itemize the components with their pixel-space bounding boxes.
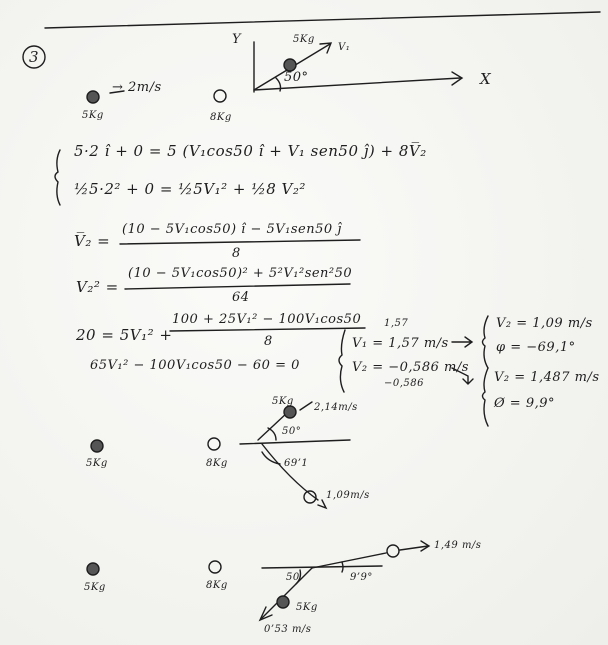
- eq-energy: ½5·2² + 0 = ½5V₁² + ½8 V₂²: [74, 180, 306, 198]
- case2-bottom-mass: 5Kg: [296, 602, 318, 613]
- case1-angle-top: 50°: [282, 426, 302, 437]
- v2sq-numerator: (10 − 5V₁cos50)² + 5²V₁²sen²50: [128, 266, 353, 281]
- v2sq-lhs: V₂² =: [76, 278, 119, 296]
- top-mass-label: 5Kg: [293, 34, 315, 45]
- result-b-v2: V₂ = 1,487 m/s: [494, 370, 600, 385]
- angle-50-label: 50°: [284, 70, 309, 85]
- case2-ball-right: [387, 545, 399, 557]
- result-a-phi: φ = −69,1°: [496, 340, 576, 355]
- ball-a-mass: 5Kg: [82, 110, 104, 121]
- case2-right-arrow: [400, 541, 429, 551]
- case1-top-speed: 2,14m/s: [314, 402, 358, 413]
- case2-right-speed: 1,49 m/s: [434, 540, 482, 551]
- solution-brace: [339, 330, 345, 392]
- problem-number: 3: [29, 48, 40, 66]
- case1-down-arrowhead: [318, 500, 326, 508]
- eq20-lhs: 20 = 5V₁² +: [76, 326, 173, 344]
- case2-mid-mass: 8Kg: [206, 580, 228, 591]
- sol-v2: V₂ = −0,586 m/s: [352, 360, 469, 375]
- case2-ball-mid: [209, 561, 221, 573]
- result-a-v2: V₂ = 1,09 m/s: [496, 316, 593, 331]
- v1-label: V₁: [338, 42, 351, 53]
- eq-quadratic: 65V₁² − 100V₁cos50 − 60 = 0: [90, 358, 300, 373]
- top-rule-line: [45, 12, 600, 28]
- case1-ball-mid: [208, 438, 220, 450]
- result-brace-a: [483, 316, 489, 368]
- case1-top-mass: 5Kg: [272, 396, 294, 407]
- y-axis-label: Y: [232, 32, 242, 47]
- case2-angle-right: 9’9°: [350, 572, 373, 583]
- case1-speed-arrow: [300, 402, 312, 410]
- ball-a-5kg: [87, 91, 99, 103]
- case2-ball-left: [87, 563, 99, 575]
- fraction-bar-v2: [120, 240, 360, 244]
- case1-bottom-speed: 1,09m/s: [326, 490, 370, 501]
- case1-angle-bottom: 69’1: [284, 458, 309, 469]
- sol-a-note: 1,57: [384, 318, 409, 329]
- case1-left-mass: 5Kg: [86, 458, 108, 469]
- x-axis-label: X: [480, 70, 492, 88]
- case1-ball-left: [91, 440, 103, 452]
- v2-vec-lhs: V̅₂ =: [74, 232, 111, 250]
- case2-angle-left: 50: [286, 572, 300, 583]
- fraction-bar-eq20: [170, 328, 365, 331]
- eq20-denominator: 8: [264, 334, 273, 349]
- result-b-phi: Ø = 9,9°: [494, 396, 555, 411]
- sol-b-note: −0,586: [384, 378, 425, 389]
- ball-b-8kg: [214, 90, 226, 102]
- sol-v1: V₁ = 1,57 m/s: [352, 336, 449, 351]
- eq-momentum: 5·2 î + 0 = 5 (V₁cos50 î + V₁ sen50 ĵ) + 8V̅₂: [74, 142, 427, 160]
- case1-horizontal: [240, 440, 350, 444]
- ball-a-speed: → 2m/s: [112, 80, 162, 95]
- case1-mid-mass: 8Kg: [206, 458, 228, 469]
- case2-bottom-speed: 0’53 m/s: [264, 624, 312, 635]
- v2sq-denominator: 64: [232, 290, 250, 305]
- eq20-numerator: 100 + 25V₁² − 100V₁cos50: [172, 312, 362, 327]
- case2-left-mass: 5Kg: [84, 582, 106, 593]
- ball-b-mass: 8Kg: [210, 112, 232, 123]
- v2-vec-denominator: 8: [232, 246, 241, 261]
- result-brace-b: [483, 368, 489, 426]
- case1-ball-top: [284, 406, 296, 418]
- v2-vec-numerator: (10 − 5V₁cos50) î − 5V₁sen50 ĵ: [122, 222, 342, 237]
- system-brace: [55, 150, 60, 205]
- fraction-bar-v2sq: [125, 284, 350, 289]
- case2-ball-bottom: [277, 596, 289, 608]
- implies-arrow-a: [452, 337, 472, 347]
